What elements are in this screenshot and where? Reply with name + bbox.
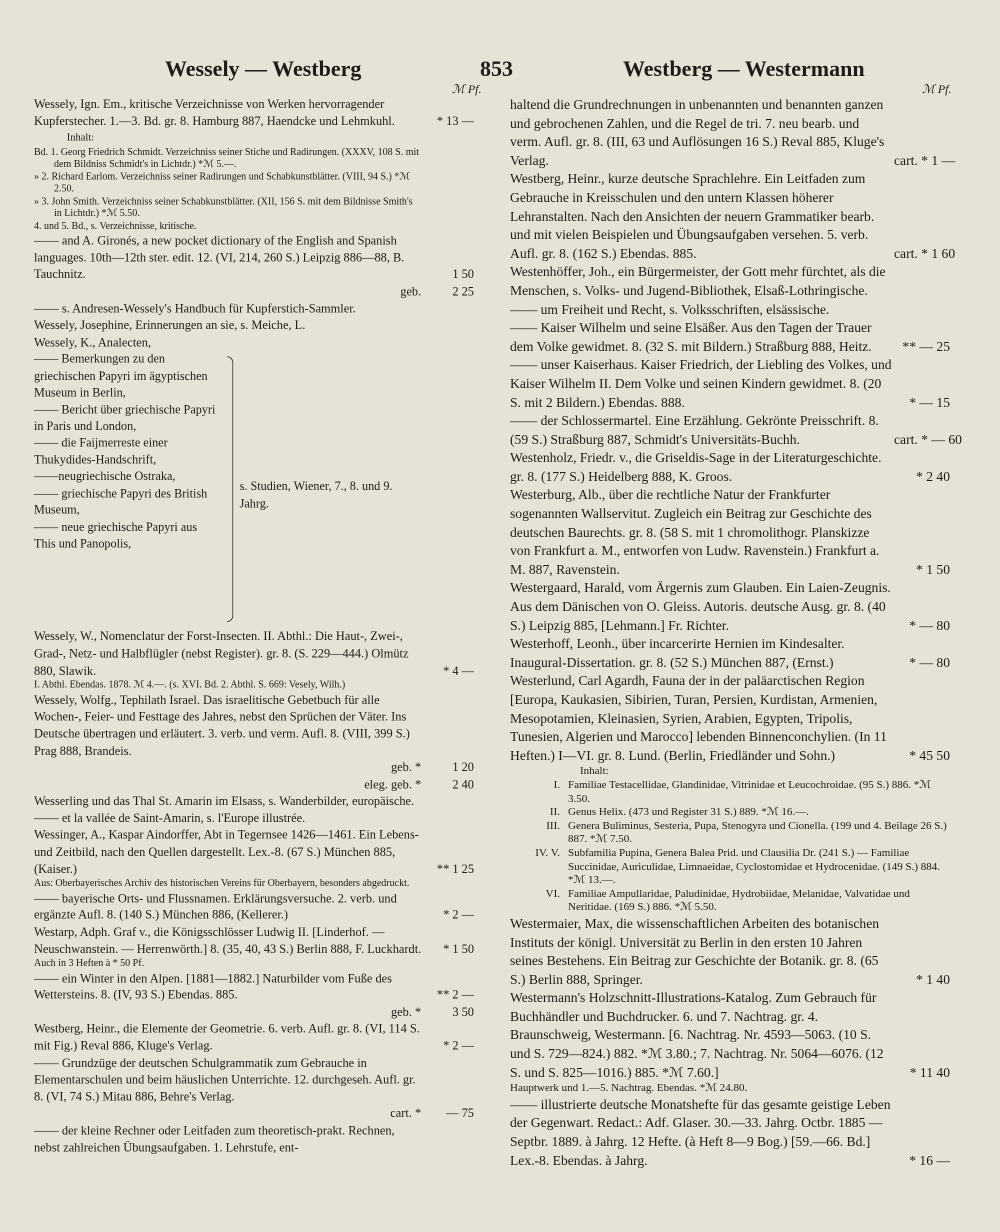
- catalog-entry: [34, 171, 474, 196]
- entry-price: ** 2 —: [436, 987, 474, 1002]
- entry-text: —— et la vallée de Saint-Amarin, s. l'Europe illustrée.: [34, 811, 306, 825]
- entry-text: —— ein Winter in den Alpen. [1881—1882.] Naturbilder vom Fuße des Wettersteins. 8. (IV, 93 S.) Ebendas. 885.: [34, 971, 392, 1002]
- contents-row: [510, 806, 950, 820]
- catalog-entry: [34, 317, 474, 334]
- group-item: ——neugriechische Ostraka,: [34, 469, 176, 484]
- entry-text: Westenholz, Friedr. v., die Griseldis-Sage in der Literaturgeschichte. gr. 8. (177 S.) Heidelberg 888, K. Groos.: [510, 450, 882, 484]
- entry-price: 1 20: [452, 760, 474, 775]
- right-column: [510, 96, 962, 1170]
- catalog-entry: [34, 1004, 474, 1021]
- entry-text: cart. *: [390, 1106, 422, 1121]
- entry-text: Wessely, Wolfg., Tephilath Israel. Das israelitische Gebetbuch für alle Wochen-, Feier- und Festtage des Jahres, nebst den Sprüchen der Väter. Ins Deutsche übertragen und erläutert. 3. verb. und verm. Aufl. 8. (VIII, 399 S.) Prag 888, Brandeis.: [34, 692, 410, 758]
- group-item: —— griechische Papyri des British Museum,: [34, 486, 208, 517]
- catalog-entry: [510, 412, 962, 449]
- entry-price: ** 1 25: [436, 861, 474, 876]
- entry-text: Westarp, Adph. Graf v., die Königsschlösser Ludwig II. [Linderhof. — Neuschwanstein. — Herrenwörth.] 8. (35, 40, 43 S.) Berlin 888, F. Luckhardt.: [34, 924, 422, 956]
- catalog-entry: [34, 680, 474, 692]
- contents-title: Inhalt:: [580, 765, 609, 778]
- right-currency-head: ℳ Pf.: [922, 82, 952, 96]
- contents-number: II.: [549, 806, 560, 819]
- contents-number: IV. V.: [535, 846, 560, 859]
- catalog-entry: [510, 356, 950, 412]
- entry-price: 1 50: [452, 267, 474, 282]
- entry-text: I. Abthl. Ebendas. 1878. ℳ 4.—. (s. XVI. Bd. 2. Abthl. S. 669: Vesely, Wilh.): [34, 679, 346, 691]
- entry-price: * 4 —: [443, 663, 474, 678]
- catalog-entry: [510, 635, 950, 672]
- entry-text: Wessely, W., Nomenclatur der Forst-Insecten. II. Abthl.: Die Haut-, Zwei-, Grad-, Netz- und Halbflügler (nebst Register). gr. 8. (S. 229—444.) Olmütz 880, Slawik.: [34, 629, 409, 678]
- catalog-entry: [510, 672, 950, 765]
- catalog-entry: [510, 170, 956, 263]
- catalog-entry: [34, 776, 474, 793]
- entry-text: eleg. geb. *: [364, 777, 422, 791]
- catalog-entry: [34, 1122, 474, 1156]
- entry-price: * — 15: [909, 394, 950, 410]
- entry-text: —— um Freiheit und Recht, s. Volksschriften, elsässische.: [510, 301, 830, 317]
- catalog-entry: [34, 878, 474, 890]
- entry-price: * 1 40: [916, 971, 950, 987]
- entry-price: * 1 50: [916, 561, 950, 577]
- entry-text: » 3. John Smith. Verzeichniss seiner Schabkunstblätter. (XII, 156 S. mit dem Bildnisse Smith's in Lichtdr.) *ℳ 5.50.: [34, 195, 413, 220]
- contents-text: Genera Buliminus, Sesteria, Pupa, Stenogyra und Cionella. (199 und 4. Beilage 26 S.) 887. *ℳ 7.50.: [568, 819, 947, 846]
- entry-price: * 13 —: [436, 113, 474, 128]
- page-number: 853: [480, 56, 513, 81]
- header-left-title: Wessely — Westberg: [165, 56, 362, 81]
- contents-number: VI.: [545, 887, 560, 900]
- catalog-entry: [34, 334, 474, 351]
- entry-text: Wessely, Josephine, Erinnerungen an sie, s. Meiche, L.: [34, 318, 306, 332]
- group-reference-note: s. Studien, Wiener, 7., 8. und 9. Jahrg.: [239, 479, 393, 510]
- entry-text: Wessely, K., Analecten,: [34, 335, 152, 349]
- entry-price: 2 40: [452, 777, 474, 791]
- entry-text: Wesserling und das Thal St. Amarin im Elsass, s. Wanderbilder, europäische.: [34, 794, 415, 808]
- catalog-entry: [34, 958, 474, 970]
- catalog-entry: [34, 1106, 474, 1123]
- entry-text: Westerburg, Alb., über die rechtliche Natur der Frankfurter sogenannten Wallservitut. Zugleich ein Beitrag zur Geschichte des deutschen Baurechts. gr. 8. (58 S. mit 1 chromolithogr. Planskizze von Frankfurt a. M., entworfen von Ludw. Ravenstein.) Frankfurt a. M. 887, Ravenstein.: [510, 487, 880, 577]
- entry-text: Inhalt:: [66, 132, 95, 144]
- entry-text: geb. *: [390, 760, 422, 775]
- entry-text: Westberg, Heinr., kurze deutsche Sprachlehre. Ein Leitfaden zum Gebrauche in Kreisschulen und den untern Klassen höherer Lehranstalten. Nach den Ansichten der neuern Grammatiker bearb. und mit vielen Beispielen und Übungsaufgaben versehen. 5. verb. Aufl. gr. 8. (162 S.) Ebendas. 885.: [510, 171, 875, 261]
- entry-price: * 2 —: [443, 1038, 474, 1053]
- entry-text: Westberg, Heinr., die Elemente der Geometrie. 6. verb. Aufl. gr. 8. (VI, 114 S. mit Fig.) Reval 886, Kluge's Verlag.: [34, 1021, 420, 1053]
- catalog-entry: [34, 827, 474, 878]
- catalog-entry: [34, 692, 474, 760]
- left-currency-head: ℳ Pf.: [452, 82, 482, 96]
- catalog-entry: [510, 96, 956, 170]
- entry-price: cart. * — 60: [894, 431, 962, 447]
- catalog-entry: [34, 196, 474, 221]
- header-right-title: Westberg — Westermann: [623, 56, 865, 81]
- catalog-entry: [510, 1082, 950, 1096]
- catalog-entry: [34, 1021, 474, 1055]
- contents-table: [510, 765, 950, 915]
- catalog-entry: [34, 300, 474, 317]
- contents-row: [510, 820, 950, 847]
- analecten-group: [34, 351, 474, 629]
- group-item: —— die Faijmerreste einer Thukydides-Handschrift,: [34, 435, 168, 467]
- entry-price: 2 25: [452, 284, 474, 299]
- group-item: —— neue griechische Papyri aus This und Panopolis,: [34, 519, 198, 551]
- group-item: —— Bemerkungen zu den griechischen Papyri im ägyptischen Museum in Berlin,: [34, 352, 208, 400]
- entry-price: * 1 50: [443, 941, 474, 956]
- catalog-entry: [510, 486, 950, 579]
- catalog-entry: [34, 970, 474, 1004]
- contents-text: Genus Helix. (473 und Register 31 S.) 889. *ℳ 16.—.: [568, 806, 809, 819]
- entry-price: — 75: [446, 1106, 474, 1121]
- contents-text: Familiae Testacellidae, Glandinidae, Vitrinidae et Leucochroidae. (95 S.) 886. *ℳ 3.50.: [568, 778, 932, 805]
- brace-icon: [227, 357, 233, 623]
- contents-number: III.: [546, 819, 560, 832]
- entry-price: 3 50: [452, 1004, 474, 1019]
- entry-price: cart. * 1 —: [894, 152, 956, 168]
- catalog-entry: [510, 301, 950, 320]
- catalog-entry: [510, 263, 950, 300]
- contents-row: [510, 888, 950, 915]
- entry-price: * 45 50: [909, 747, 950, 763]
- entry-text: » 2. Richard Earlom. Verzeichniss seiner Radirungen und Schabkunstblätter. (VIII, 94 S.) *ℳ 2.50.: [34, 171, 411, 195]
- contents-row: [510, 779, 950, 806]
- entry-price: * — 80: [909, 617, 950, 633]
- catalog-entry: [510, 579, 950, 635]
- entry-text: Westermann's Holzschnitt-Illustrations-Katalog. Zum Gebrauch für Buchhändler und Buchdrucker. 6. und 7. Nachtrag. gr. 4. Braunschweig, Westermann. [6. Nachtrag. Nr. 4593—5063. (10 S. und S. 729—824.) 882. *ℳ 3.80.; 7. Nachtrag. Nr. 5064—6076. (12 S. und S. 825—1016.) 885. *ℳ 7.60.]: [510, 990, 884, 1080]
- catalog-entry: [510, 319, 950, 356]
- contents-text: Subfamilia Pupina, Genera Balea Prid. und Clausilia Dr. (241 S.) — Familiae Succinidae, Auriculidae, Limnaeidae, Cyclostomidae et Hydrocenidae. (149 S.) 884. *ℳ 13.—.: [568, 846, 941, 887]
- catalog-entry: [34, 96, 474, 130]
- catalog-entry: [34, 890, 474, 924]
- entry-text: 4. und 5. Bd., s. Verzeichnisse, kritische.: [34, 220, 197, 232]
- entry-text: geb. *: [390, 1004, 422, 1019]
- entry-text: —— s. Andresen-Wessely's Handbuch für Kupferstich-Sammler.: [34, 301, 356, 315]
- catalog-entry: [34, 793, 474, 810]
- group-item: —— Bericht über griechische Papyri in Paris und London,: [34, 402, 216, 433]
- entry-price: * 2 40: [916, 468, 950, 484]
- catalog-entry: [34, 233, 474, 284]
- entry-price: * 11 40: [909, 1064, 950, 1080]
- entry-text: Hauptwerk und 1.—5. Nachtrag. Ebendas. *ℳ 24.80.: [510, 1082, 748, 1095]
- entry-text: haltend die Grundrechnungen in unbenannten und benannten ganzen und gebrochenen Zahlen, und die Regel de tri. 7. neu bearb. und verm. Aufl. gr. 8. (III, 63 und Auflösungen 16 S.) Reval 885, Kluge's Verlag.: [510, 97, 885, 168]
- entry-text: Westermaier, Max, die wissenschaftlichen Arbeiten des botanischen Instituts der königl. Universität zu Berlin in den ersten 10 Jahren seines Bestehens. Ein Beitrag zur Geschichte der Botanik. gr. 8. (65 S.) Berlin 888, Springer.: [510, 915, 880, 987]
- entry-text: Aus: Oberbayerisches Archiv des historischen Vereins für Oberbayern, besonders abgedruckt.: [34, 877, 410, 889]
- entry-text: —— unser Kaiserhaus. Kaiser Friedrich, der Liebling des Volkes, und Kaiser Wilhelm II. Dem Volke und seinen Kindern gewidmet. 8. (20 S. mit 2 Bildern.) Ebendas. 888.: [510, 357, 892, 410]
- catalog-entry: [510, 1096, 950, 1170]
- entry-price: * — 80: [909, 654, 950, 670]
- catalog-entry: [510, 989, 950, 1082]
- catalog-entry: [34, 220, 474, 232]
- entry-text: Westergaard, Harald, vom Ärgernis zum Glauben. Ein Laien-Zeugnis. Aus dem Dänischen von O. Gleiss. Autoris. deutsche Ausg. gr. 8. (40 S.) Leipzig 885, [Lehmann.] Fr. Richter.: [510, 580, 891, 633]
- left-column: [34, 96, 474, 1156]
- entry-text: Westenhöffer, Joh., ein Bürgermeister, der Gott mehr fürchtet, als die Menschen, s. Volks- und Jugend-Bibliothek, Elsaß-Lothringische.: [510, 264, 886, 298]
- entry-text: geb.: [400, 284, 422, 299]
- entry-text: —— bayerische Orts- und Flussnamen. Erklärungsversuche. 2. verb. und ergänzte Aufl. 8. (140 S.) München 886, (Kellerer.): [34, 891, 397, 922]
- catalog-entry: [510, 915, 950, 989]
- catalog-entry: [34, 629, 474, 680]
- entry-text: Wessinger, A., Kaspar Aindorffer, Abt in Tegernsee 1426—1461. Ein Lebens- und Zeitbild, nach den Quellen dargestellt. Lex.-8. (67 S.) München 885, (Kaiser.): [34, 828, 419, 876]
- entry-price: cart. * 1 60: [894, 245, 956, 261]
- entry-text: Westerlund, Carl Agardh, Fauna der in der paläarctischen Region [Europa, Kaukasien, Sibirien, Turan, Persien, Kurdistan, Armenien, Mesopotamien, Kleinasien, Syrien, Arabien, Egypten, Tripolis, Tunesien, Algerien und Marocco] lebenden Binnenconchylien. (In 11 Heften.) I—VI. gr. 8. Lund. (Berlin, Friedländer und Sohn.): [510, 673, 887, 763]
- entry-price: * 16 —: [909, 1152, 950, 1168]
- catalog-entry: [34, 130, 474, 147]
- entry-text: —— Kaiser Wilhelm und seine Elsäßer. Aus den Tagen der Trauer dem Volke gewidmet. 8. (32 S. mit Bildern.) Straßburg 888, Heitz.: [510, 320, 872, 354]
- entry-text: —— illustrierte deutsche Monatshefte für das gesamte geistige Leben der Gegenwart. Redact.: Adf. Glaser. 30.—33. Jahrg. Octbr. 1885 — Septbr. 1889. à Jahrg. 12 Hefte. (à Heft 8—9 Bog.) [59.—66. Bd.] Lex.-8. Ebendas. à Jahrg.: [510, 1096, 891, 1168]
- entry-text: —— der kleine Rechner oder Leitfaden zum theoretisch-prakt. Rechnen, nebst zahlreichen Übungsaufgaben. 1. Lehrstufe, ent-: [34, 1123, 395, 1154]
- entry-text: Westerhoff, Leonh., über incarcerirte Hernien im Kindesalter. Inaugural-Dissertation. gr. 8. (52 S.) München 887, (Ernst.): [510, 636, 845, 670]
- contents-number: I.: [553, 778, 560, 791]
- entry-text: —— and A. Gironés, a new pocket dictionary of the English and Spanish languages. 10th—12th ster. edit. 12. (VI, 214, 260 S.) Leipzig 886—88, B. Tauchnitz.: [34, 233, 405, 282]
- entry-text: —— der Schlossermartel. Eine Erzählung. Gekrönte Preisschrift. 8. (59 S.) Straßburg 887, Schmidt's Universitäts-Buchh.: [510, 413, 879, 447]
- entry-text: Wessely, Ign. Em., kritische Verzeichnisse von Werken hervorragender Kupferstecher. 1.—3. Bd. gr. 8. Hamburg 887, Haendcke und Lehmkuhl.: [34, 96, 395, 128]
- running-header: [30, 50, 970, 90]
- entry-text: —— Grundzüge der deutschen Schulgrammatik zum Gebrauche in Elementarschulen und beim häuslichen Unterrichte. 12. durchgeseh. Aufl. gr. 8. (VI, 74 S.) Mitau 886, Behre's Verlag.: [34, 1055, 416, 1104]
- catalog-entry: [34, 924, 474, 958]
- contents-text: Familiae Ampullaridae, Paludinidae, Hydrobiidae, Melanidae, Valvatidae und Neritidae. (169 S.) 886. *ℳ 5.50.: [568, 887, 910, 914]
- entry-text: Bd. 1. Georg Friedrich Schmidt. Verzeichniss seiner Stiche und Radirungen. (XXXV, 108 S. mit dem Bildniss Schmidt's in Lichtdr.) *ℳ 5.—.: [34, 146, 420, 170]
- catalog-entry: [34, 147, 474, 172]
- catalog-entry: [34, 284, 474, 301]
- entry-price: * 2 —: [443, 908, 474, 922]
- catalog-entry: [34, 810, 474, 827]
- catalog-entry: [510, 449, 950, 486]
- entry-text: Auch in 3 Heften à * 50 Pf.: [34, 957, 145, 969]
- catalog-entry: [34, 1055, 474, 1106]
- catalog-entry: [34, 759, 474, 776]
- contents-row: [510, 847, 950, 888]
- entry-price: ** — 25: [902, 338, 950, 354]
